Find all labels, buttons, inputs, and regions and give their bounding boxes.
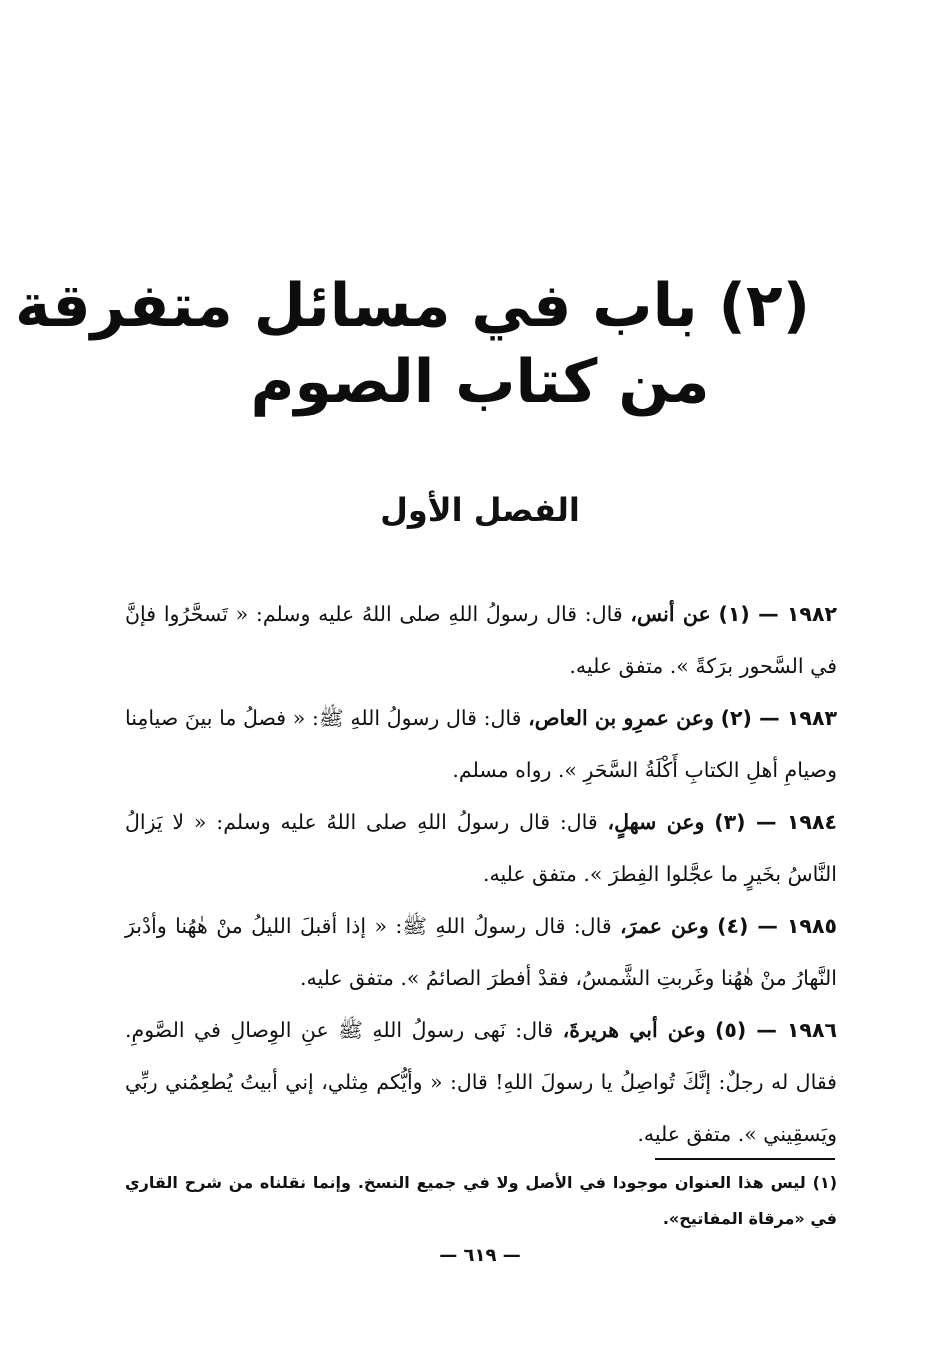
hadith-number: ١٩٨٣ — (٢) — [720, 706, 837, 730]
hadith-narrator: عن أنس، — [630, 602, 711, 626]
footnote-divider — [655, 1158, 835, 1160]
hadith-narrator: وعن عمرِو بن العاص، — [528, 706, 714, 730]
hadith-narrator: وعن أبي هريرةَ، — [562, 1018, 706, 1042]
chapter-title-line-1: (٢) باب في مسائل متفرقة — [14, 271, 810, 341]
hadith-1986 — [125, 1004, 837, 1160]
section-title: الفصل الأول — [380, 491, 580, 529]
hadith-number: ١٩٨٢ — (١) — [718, 602, 837, 626]
hadith-1985 — [125, 900, 837, 1004]
page-number: — ٦١٩ — — [439, 1245, 521, 1266]
hadith-text: قال: قال رسولُ اللهِ ﷺ: « فصلُ ما بينَ صيامِنا وصيامِ أهلِ الكتابِ أَكْلَةُ السَّحَرِ ». رواه مسلم. — [125, 706, 837, 782]
hadith-number: ١٩٨٤ — (٣) — [714, 810, 837, 834]
hadith-number: ١٩٨٦ — (٥) — [714, 1018, 837, 1042]
hadith-1983 — [125, 692, 837, 796]
hadith-1982 — [125, 588, 837, 692]
hadith-list — [125, 588, 837, 1160]
hadith-text: قال: قال رسولُ اللهِ صلى اللهُ عليه وسلم: « لا يَزالُ النَّاسُ بخَيرٍ ما عجَّلوا الفِطرَ ». متفق عليه. — [125, 810, 837, 886]
hadith-1984 — [125, 796, 837, 900]
chapter-title-line-2: من كتاب الصوم — [250, 347, 710, 417]
hadith-number: ١٩٨٥ — (٤) — [717, 914, 837, 938]
hadith-text: قال: قال رسولُ اللهِ ﷺ: « إذا أقبلَ الليلُ منْ هٰهُنا وأدْبرَ النَّهارُ منْ هٰهُنا وغَربتِ الشَّمسُ، فقدْ أفطرَ الصائمُ ». متفق عليه. — [125, 914, 837, 990]
footnote: (١) ليس هذا العنوان موجودا في الأصل ولا في جميع النسخ. وإنما نقلناه من شرح القاري في «مرقاة المفاتيح». — [125, 1173, 837, 1228]
hadith-narrator: وعن سهلٍ، — [607, 810, 705, 834]
hadith-text: قال: قال رسولُ اللهِ صلى اللهُ عليه وسلم: « تَسحَّرُوا فإنَّ في السَّحور برَكةً ». متفق عليه. — [125, 602, 837, 678]
chapter-title — [14, 268, 810, 420]
hadith-narrator: وعن عمرَ، — [620, 914, 709, 938]
hadith-text: قال: نَهى رسولُ اللهِ ﷺ عنِ الوِصالِ في الصَّومِ. فقال له رجلٌ: إنَّكَ تُواصِلُ يا رسولَ اللهِ! قال: « وأيُّكم مِثلي، إني أبيتُ يُطعِمُني ربِّي ويَسقِيني ». متفق عليه. — [125, 1018, 837, 1146]
